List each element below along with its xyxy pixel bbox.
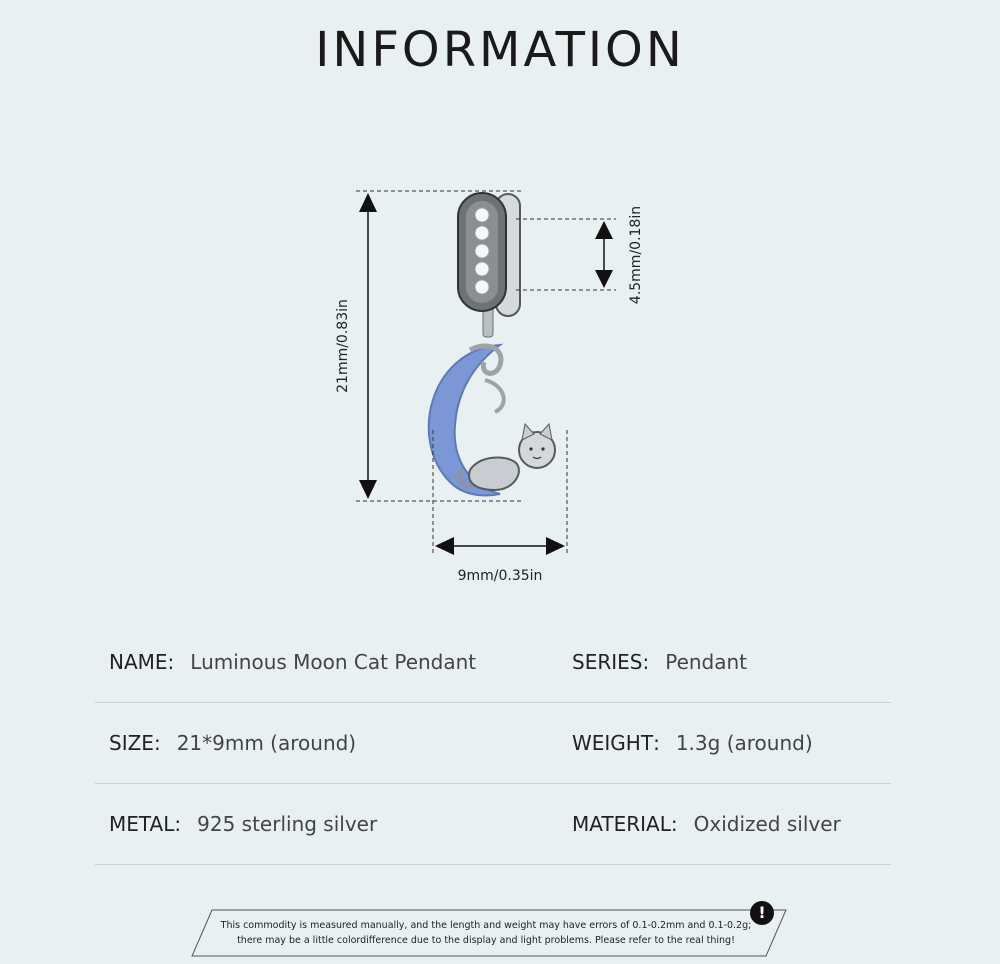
arrow-down-icon bbox=[595, 270, 613, 288]
arrow-left-icon bbox=[435, 537, 454, 555]
arrow-right-icon bbox=[546, 537, 565, 555]
height-label: 21mm/0.83in bbox=[335, 299, 351, 393]
bail-label: 4.5mm/0.18in bbox=[628, 205, 644, 305]
spec-value: 1.3g (around) bbox=[675, 731, 813, 755]
spec-value: 925 sterling silver bbox=[197, 812, 378, 836]
spec-material: MATERIAL : Oxidized silver bbox=[572, 812, 841, 836]
spec-row bbox=[95, 622, 891, 703]
bail-dimension bbox=[516, 206, 644, 304]
spec-label: WEIGHT bbox=[572, 731, 654, 755]
arrow-up-icon bbox=[359, 193, 377, 212]
spec-label: SERIES bbox=[572, 650, 643, 674]
exclamation-icon: ! bbox=[750, 901, 774, 925]
notice-line: there may be a little colordifference due to the display and light problems. Please refer to the real thing! bbox=[237, 935, 735, 946]
spec-value: Oxidized silver bbox=[693, 812, 841, 836]
spec-label: METAL bbox=[109, 812, 175, 836]
notice-text bbox=[208, 918, 764, 948]
arrow-down-icon bbox=[359, 480, 377, 499]
spec-value: Luminous Moon Cat Pendant bbox=[190, 650, 477, 674]
pendant-image bbox=[429, 193, 555, 496]
measurement-notice bbox=[190, 903, 790, 958]
notice-line: This commodity is measured manually, and the length and weight may have errors of 0.1-0.2mm and 0.1-0.2g; bbox=[220, 920, 752, 931]
spec-row bbox=[95, 784, 891, 865]
width-label: 9mm/0.35in bbox=[457, 568, 543, 584]
spec-label: MATERIAL bbox=[572, 812, 671, 836]
spec-value: 21*9mm (around) bbox=[176, 731, 357, 755]
spec-weight: WEIGHT : 1.3g (around) bbox=[572, 731, 813, 755]
spec-row bbox=[95, 703, 891, 784]
arrow-up-icon bbox=[595, 221, 613, 239]
spec-value: Pendant bbox=[665, 650, 748, 674]
spec-series: SERIES : Pendant bbox=[572, 650, 748, 674]
spec-name: NAME : Luminous Moon Cat Pendant bbox=[109, 650, 477, 674]
page-title: INFORMATION bbox=[315, 22, 685, 78]
spec-metal: METAL : 925 sterling silver bbox=[109, 812, 378, 836]
spec-label: SIZE bbox=[109, 731, 154, 755]
spec-size: SIZE : 21*9mm (around) bbox=[109, 731, 357, 755]
spec-label: NAME bbox=[109, 650, 168, 674]
